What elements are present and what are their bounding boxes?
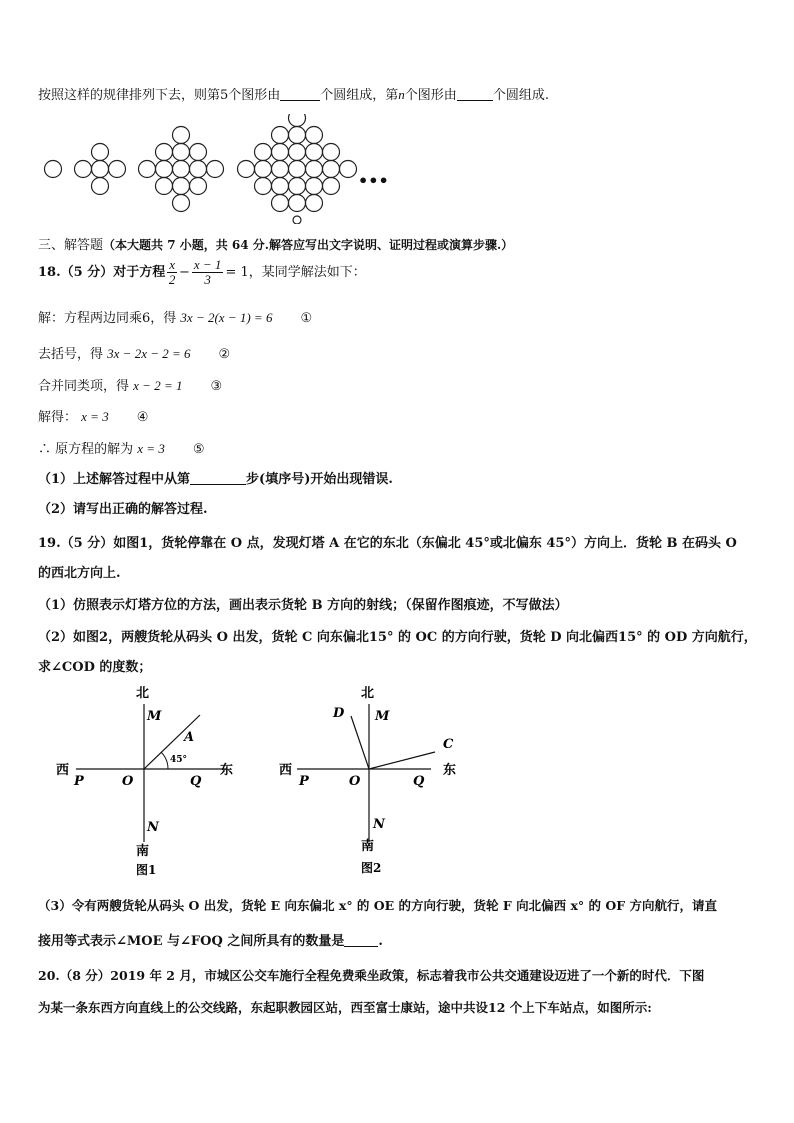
pattern-circle: [255, 161, 272, 178]
pattern-circle: [289, 161, 306, 178]
q17-text-c: 个图形由: [404, 88, 457, 103]
figure-2-compass: [275, 682, 475, 882]
fig2-D: D: [333, 706, 345, 721]
pattern-circle: [190, 144, 207, 161]
q20-line-2: 为某一条东西方向直线上的公交线路，东起职教园区站，西至富士康站，途中共设12 个上下车站点，如图所示:: [38, 1000, 652, 1015]
q18-sub-1: （1）上述解答过程中从第 步(填序号)开始出现错误.: [38, 472, 393, 487]
q18-frac-2: $\frac{x - 1}{3}$: [193, 257, 222, 287]
fig1-angle: 45°: [170, 755, 188, 765]
pattern-circle: [272, 161, 289, 178]
pattern-circle: [45, 161, 62, 178]
q18-step-4: 解得： x = 3 ④: [38, 409, 149, 425]
fig1-M: M: [147, 709, 162, 724]
fig2-C: C: [443, 737, 454, 752]
pattern-circle: [173, 127, 190, 144]
pattern-circle: [173, 195, 190, 212]
fig1-west: 西: [56, 763, 70, 778]
fig1-north: 北: [136, 686, 150, 701]
fig1-A: A: [184, 730, 195, 745]
pattern-circle: [92, 144, 109, 161]
q18-step-1: 解：方程两边同乘6，得 3x − 2(x − 1) = 6 ①: [38, 310, 313, 326]
pattern-circle: [207, 161, 224, 178]
pattern-circle: [109, 161, 126, 178]
pattern-circle: [306, 195, 323, 212]
pattern-circle: [156, 144, 173, 161]
q18-intro: [38, 258, 366, 288]
q18-intro-end: ，某同学解法如下：: [248, 265, 366, 280]
fig1-N: N: [147, 820, 159, 835]
fig2-M: M: [375, 709, 390, 724]
circle-pattern-figure: [40, 114, 400, 224]
q18-sub-2: （2）请写出正确的解答过程.: [38, 502, 208, 517]
pattern-circle: [92, 178, 109, 195]
fig2-N: N: [373, 817, 385, 832]
pattern-circle: [92, 161, 109, 178]
q18-blank[interactable]: [190, 472, 246, 485]
pattern-circle: [306, 144, 323, 161]
fig1-caption: 图1: [136, 863, 157, 877]
section3-desc: （本大题共 7 小题，共 64 分.解答应写出文字说明、证明过程或演算步骤.）: [103, 238, 514, 252]
q17-text-a: 按照这样的规律排列下去，则第5个图形由: [38, 88, 281, 103]
fig2-north: 北: [361, 686, 375, 701]
pattern-circle: [289, 127, 306, 144]
ellipsis-dots: •••: [358, 171, 389, 190]
q17-text-d: 个圆组成.: [492, 88, 549, 103]
fig2-O: O: [349, 774, 361, 789]
pattern-circle: [272, 195, 289, 212]
pattern-circle: [190, 161, 207, 178]
pattern-circle: [306, 178, 323, 195]
pattern-circle: [289, 195, 306, 212]
fig1-Q: Q: [190, 774, 202, 789]
pattern-circle: [289, 114, 306, 127]
pattern-circle: [293, 216, 301, 224]
q17-blank-1[interactable]: [280, 88, 320, 101]
pattern-circle: [340, 161, 357, 178]
fig2-P: P: [299, 774, 309, 789]
pattern-circle: [238, 161, 255, 178]
pattern-circle: [289, 178, 306, 195]
q18-intro-text: 18.（5 分）对于方程: [38, 265, 166, 280]
fig1-east: 东: [220, 763, 234, 778]
pattern-circle: [173, 178, 190, 195]
pattern-circle: [75, 161, 92, 178]
pattern-circle: [139, 161, 156, 178]
pattern-circle: [289, 144, 306, 161]
fig1-O: O: [122, 774, 134, 789]
fig2-Q: Q: [413, 774, 425, 789]
pattern-circle: [306, 161, 323, 178]
pattern-circle: [272, 127, 289, 144]
q17-text-b: 个圆组成，第: [320, 88, 399, 103]
q17-blank-2[interactable]: [457, 88, 493, 101]
q19-blank[interactable]: [344, 934, 378, 947]
q20-line-1: 20.（8 分）2019 年 2 月，市城区公交车施行全程免费乘坐政策，标志着我市公共交通建设迈进了一个新的时代．下图: [38, 968, 705, 983]
q19-line-2: 的西北方向上.: [38, 566, 121, 581]
section3-title: 三、解答题: [38, 238, 104, 253]
q17-var-n: n: [398, 87, 405, 102]
q19-line-1: 19.（5 分）如图1，货轮停靠在 O 点，发现灯塔 A 在它的东北（东偏北 45°或北偏东 45°）方向上．货轮 B 在码头 O: [38, 536, 737, 551]
pattern-circle: [255, 144, 272, 161]
pattern-circle: [156, 161, 173, 178]
q18-step-3: 合并同类项，得 x − 2 = 1 ③: [38, 378, 223, 394]
q18-step-2: 去括号，得 3x − 2x − 2 = 6 ②: [38, 346, 231, 362]
pattern-circle: [272, 144, 289, 161]
figure-1-compass: [50, 682, 250, 882]
pattern-circle: [255, 178, 272, 195]
pattern-circle: [173, 144, 190, 161]
pattern-circle: [190, 178, 207, 195]
q18-step-5: ∴ 原方程的解为 x = 3 ⑤: [38, 441, 205, 457]
pattern-circle: [306, 127, 323, 144]
pattern-circle: [323, 178, 340, 195]
q19-sub-3-line-2: 接用等式表示∠MOE 与∠FOQ 之间所具有的数量是 .: [38, 934, 383, 949]
q18-frac-1: $\frac{x}{2}$: [168, 257, 176, 287]
q18-minus: −: [178, 265, 190, 280]
q18-eq-rhs: = 1: [225, 265, 249, 280]
section3-heading: [38, 234, 513, 253]
fig2-east: 东: [443, 763, 457, 778]
pattern-circle: [323, 161, 340, 178]
q19-sub-3-line-1: （3）令有两艘货轮从码头 O 出发，货轮 E 向东偏北 x° 的 OE 的方向行驶，货轮 F 向北偏西 x° 的 OF 方向航行，请直: [38, 898, 717, 913]
fig2-caption: 图2: [361, 861, 382, 875]
pattern-circle: [156, 178, 173, 195]
q19-sub-1: （1）仿照表示灯塔方位的方法，画出表示货轮 B 方向的射线；（保留作图痕迹，不写做法）: [38, 598, 568, 613]
fig1-south: 南: [136, 844, 150, 859]
fig2-south: 南: [361, 839, 375, 854]
pattern-circle: [173, 161, 190, 178]
q19-sub-2-line-1: （2）如图2，两艘货轮从码头 O 出发，货轮 C 向东偏北15° 的 OC 的方向行驶，货轮 D 向北偏西15° 的 OD 方向航行，: [38, 630, 757, 645]
pattern-circle: [323, 144, 340, 161]
q17-line: [38, 84, 549, 103]
q19-sub-2-line-2: 求∠COD 的度数；: [38, 660, 152, 675]
fig2-west: 西: [279, 763, 293, 778]
pattern-circle: [272, 178, 289, 195]
fig1-P: P: [74, 774, 84, 789]
